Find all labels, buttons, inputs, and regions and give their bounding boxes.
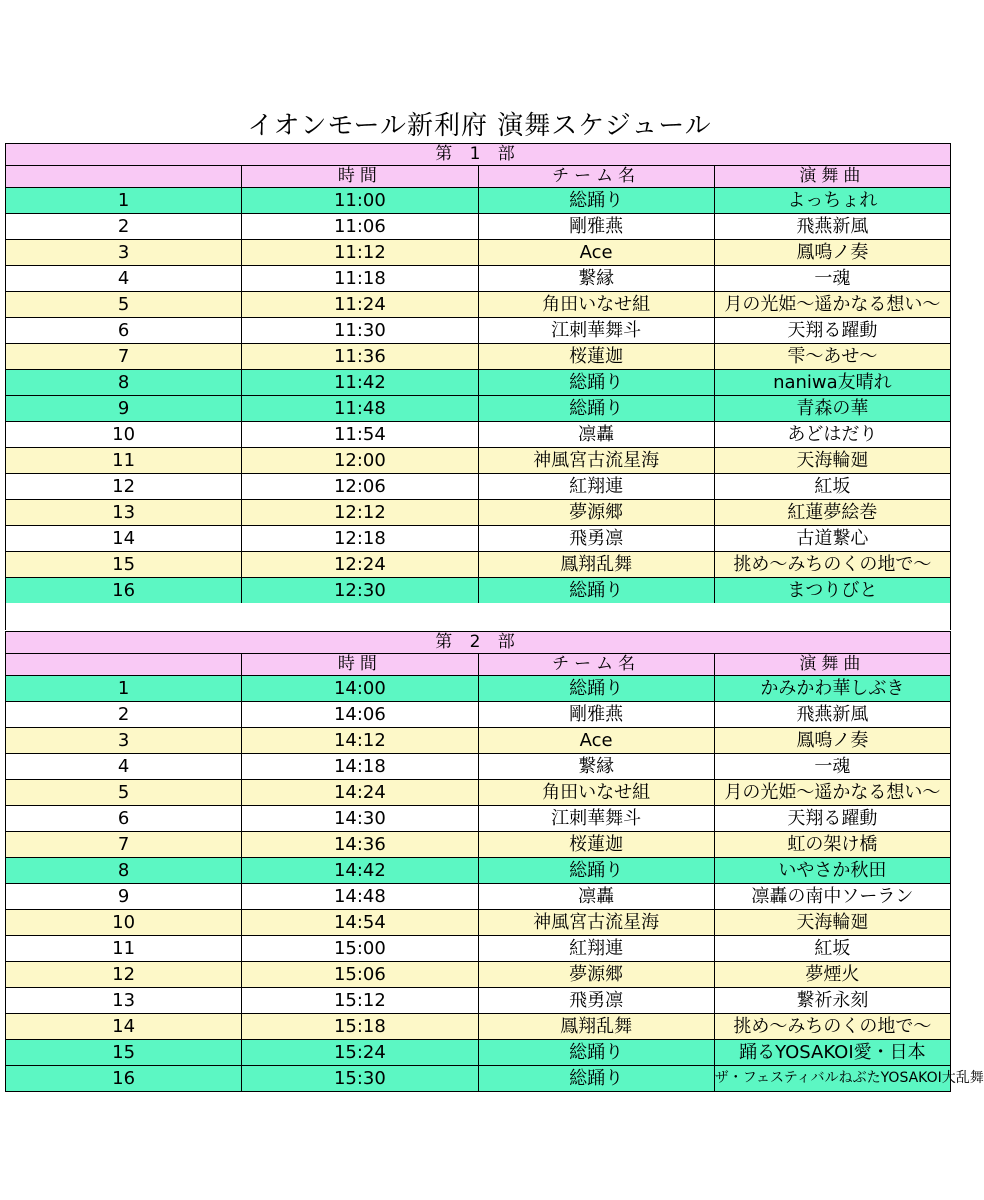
row-number: 3: [6, 240, 242, 266]
schedule-row: [6, 1066, 951, 1092]
row-number: 11: [6, 448, 242, 474]
row-time: 11:00: [242, 188, 478, 214]
row-song: naniwa友晴れ: [714, 370, 950, 396]
row-number: 6: [6, 806, 242, 832]
row-number: 10: [6, 910, 242, 936]
row-song: 雫〜あせ〜: [714, 344, 950, 370]
schedule-row: [6, 578, 951, 604]
schedule-row: [6, 500, 951, 526]
row-number: 11: [6, 936, 242, 962]
row-song: 挑め〜みちのくの地で〜: [714, 552, 950, 578]
row-team: 剛雅燕: [478, 702, 714, 728]
schedule-row: [6, 910, 951, 936]
column-header-row: [6, 654, 951, 676]
row-number: 4: [6, 754, 242, 780]
schedule-row: [6, 754, 951, 780]
part-label: 第 2 部: [6, 632, 951, 654]
schedule-row: [6, 676, 951, 702]
row-song: 天海輪廻: [714, 910, 950, 936]
row-number: 14: [6, 1014, 242, 1040]
schedule-row: [6, 292, 951, 318]
schedule-row: [6, 188, 951, 214]
row-song: 天翔る躍動: [714, 318, 950, 344]
row-team: 総踊り: [478, 578, 714, 604]
schedule-row: [6, 370, 951, 396]
schedule-row: [6, 806, 951, 832]
row-time: 14:18: [242, 754, 478, 780]
row-song: かみかわ華しぶき: [714, 676, 950, 702]
row-number: 3: [6, 728, 242, 754]
row-time: 15:00: [242, 936, 478, 962]
column-header-no: [6, 166, 242, 188]
row-song: 天海輪廻: [714, 448, 950, 474]
schedule-row: [6, 526, 951, 552]
row-number: 13: [6, 500, 242, 526]
row-song: いやさか秋田: [714, 858, 950, 884]
row-time: 11:30: [242, 318, 478, 344]
row-song: 鳳鳴ノ奏: [714, 240, 950, 266]
schedule-row: [6, 214, 951, 240]
row-song: ザ・フェスティバルねぶたYOSAKOI大乱舞: [714, 1066, 950, 1092]
row-song: 月の光姫〜遥かなる想い〜: [714, 292, 950, 318]
row-team: 夢源郷: [478, 962, 714, 988]
row-number: 9: [6, 884, 242, 910]
row-time: 14:54: [242, 910, 478, 936]
row-number: 12: [6, 962, 242, 988]
row-team: Ace: [478, 728, 714, 754]
row-number: 13: [6, 988, 242, 1014]
column-header-row: [6, 166, 951, 188]
row-team: 総踊り: [478, 858, 714, 884]
row-time: 14:00: [242, 676, 478, 702]
row-time: 14:30: [242, 806, 478, 832]
row-time: 11:18: [242, 266, 478, 292]
schedule-row: [6, 962, 951, 988]
row-number: 15: [6, 552, 242, 578]
row-number: 10: [6, 422, 242, 448]
row-team: 総踊り: [478, 396, 714, 422]
row-time: 11:54: [242, 422, 478, 448]
row-number: 12: [6, 474, 242, 500]
schedule-row: [6, 318, 951, 344]
row-song: 飛燕新風: [714, 214, 950, 240]
part-header-row: [6, 632, 951, 654]
row-time: 15:06: [242, 962, 478, 988]
row-time: 11:36: [242, 344, 478, 370]
schedule-table-part-2: [5, 631, 984, 1092]
row-song: 古道繋心: [714, 526, 950, 552]
row-team: 桜蓮迦: [478, 344, 714, 370]
row-number: 15: [6, 1040, 242, 1066]
part-separator: [5, 603, 951, 630]
row-number: 9: [6, 396, 242, 422]
row-time: 12:06: [242, 474, 478, 500]
row-time: 14:48: [242, 884, 478, 910]
row-song: 青森の華: [714, 396, 950, 422]
row-number: 7: [6, 832, 242, 858]
schedule-row: [6, 988, 951, 1014]
row-team: 繋縁: [478, 754, 714, 780]
row-team: 総踊り: [478, 1066, 714, 1092]
row-team: 飛勇凛: [478, 988, 714, 1014]
schedule-row: [6, 344, 951, 370]
row-song: よっちょれ: [714, 188, 950, 214]
row-song: 飛燕新風: [714, 702, 950, 728]
row-time: 11:42: [242, 370, 478, 396]
row-number: 5: [6, 292, 242, 318]
row-time: 14:12: [242, 728, 478, 754]
row-team: 総踊り: [478, 1040, 714, 1066]
row-time: 15:12: [242, 988, 478, 1014]
row-song: 踊るYOSAKOI愛・日本: [714, 1040, 950, 1066]
row-time: 12:24: [242, 552, 478, 578]
row-song: 紅坂: [714, 474, 950, 500]
row-time: 14:24: [242, 780, 478, 806]
row-song: 紅蓮夢絵巻: [714, 500, 950, 526]
row-song: 虹の架け橋: [714, 832, 950, 858]
row-song: 鳳鳴ノ奏: [714, 728, 950, 754]
row-time: 15:18: [242, 1014, 478, 1040]
row-team: 神風宮古流星海: [478, 448, 714, 474]
row-team: 神風宮古流星海: [478, 910, 714, 936]
row-team: 総踊り: [478, 676, 714, 702]
column-header-time: 時間: [242, 654, 478, 676]
page-title: イオンモール新利府 演舞スケジュール: [247, 111, 712, 141]
schedule-row: [6, 858, 951, 884]
schedule-row: [6, 728, 951, 754]
row-time: 11:06: [242, 214, 478, 240]
row-time: 12:18: [242, 526, 478, 552]
row-team: 角田いなせ組: [478, 292, 714, 318]
column-header-team: チーム名: [478, 166, 714, 188]
row-number: 6: [6, 318, 242, 344]
row-song: 天翔る躍動: [714, 806, 950, 832]
row-number: 14: [6, 526, 242, 552]
row-number: 5: [6, 780, 242, 806]
schedule-row: [6, 396, 951, 422]
row-number: 16: [6, 578, 242, 604]
row-song: 紅坂: [714, 936, 950, 962]
row-time: 14:06: [242, 702, 478, 728]
row-team: 総踊り: [478, 370, 714, 396]
row-time: 11:48: [242, 396, 478, 422]
row-number: 1: [6, 676, 242, 702]
schedule-row: [6, 884, 951, 910]
row-team: 凛轟: [478, 422, 714, 448]
row-team: Ace: [478, 240, 714, 266]
row-song: 夢煙火: [714, 962, 950, 988]
row-team: 角田いなせ組: [478, 780, 714, 806]
row-time: 11:12: [242, 240, 478, 266]
row-team: 紅翔連: [478, 474, 714, 500]
row-number: 16: [6, 1066, 242, 1092]
row-song: 一魂: [714, 754, 950, 780]
row-number: 8: [6, 370, 242, 396]
row-number: 2: [6, 702, 242, 728]
row-number: 7: [6, 344, 242, 370]
schedule-row: [6, 1014, 951, 1040]
row-team: 剛雅燕: [478, 214, 714, 240]
row-time: 15:24: [242, 1040, 478, 1066]
schedule-table-part-1: [5, 143, 951, 604]
row-song: 月の光姫〜遥かなる想い〜: [714, 780, 950, 806]
row-team: 飛勇凛: [478, 526, 714, 552]
row-song: あどはだり: [714, 422, 950, 448]
part-header-row: [6, 144, 951, 166]
column-header-no: [6, 654, 242, 676]
row-song: 凛轟の南中ソーラン: [714, 884, 950, 910]
schedule-row: [6, 448, 951, 474]
row-team: 凛轟: [478, 884, 714, 910]
schedule-row: [6, 832, 951, 858]
row-team: 鳳翔乱舞: [478, 552, 714, 578]
schedule-row: [6, 266, 951, 292]
row-number: 8: [6, 858, 242, 884]
row-time: 14:42: [242, 858, 478, 884]
row-team: 江刺華舞斗: [478, 806, 714, 832]
row-time: 12:12: [242, 500, 478, 526]
schedule-row: [6, 422, 951, 448]
row-number: 1: [6, 188, 242, 214]
row-song: 挑め〜みちのくの地で〜: [714, 1014, 950, 1040]
schedule-row: [6, 936, 951, 962]
schedule-row: [6, 240, 951, 266]
row-song: 繋祈永刻: [714, 988, 950, 1014]
row-team: 繋縁: [478, 266, 714, 292]
schedule-row: [6, 780, 951, 806]
schedule-row: [6, 1040, 951, 1066]
row-time: 14:36: [242, 832, 478, 858]
row-team: 江刺華舞斗: [478, 318, 714, 344]
row-team: 夢源郷: [478, 500, 714, 526]
row-song: 一魂: [714, 266, 950, 292]
schedule-row: [6, 702, 951, 728]
column-header-team: チーム名: [478, 654, 714, 676]
row-number: 2: [6, 214, 242, 240]
row-team: 総踊り: [478, 188, 714, 214]
row-team: 紅翔連: [478, 936, 714, 962]
schedule-row: [6, 474, 951, 500]
row-time: 12:30: [242, 578, 478, 604]
row-time: 11:24: [242, 292, 478, 318]
schedule-row: [6, 552, 951, 578]
column-header-time: 時間: [242, 166, 478, 188]
row-team: 鳳翔乱舞: [478, 1014, 714, 1040]
row-team: 桜蓮迦: [478, 832, 714, 858]
column-header-song: 演舞曲: [714, 166, 950, 188]
row-song: まつりびと: [714, 578, 950, 604]
row-time: 15:30: [242, 1066, 478, 1092]
part-label: 第 1 部: [6, 144, 951, 166]
row-number: 4: [6, 266, 242, 292]
column-header-song: 演舞曲: [714, 654, 950, 676]
row-time: 12:00: [242, 448, 478, 474]
